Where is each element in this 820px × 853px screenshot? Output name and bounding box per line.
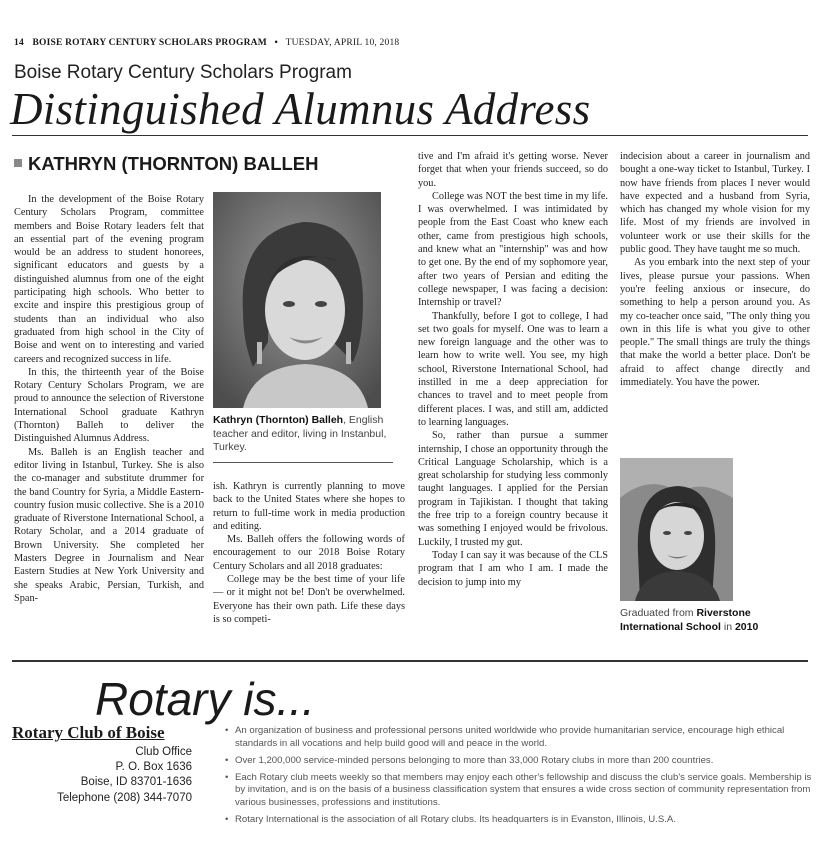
graduation-portrait-photo (620, 458, 733, 601)
paragraph: College may be the best time of your life — or it might not be! Don't be overwhelmed. Everyone has their own path. Life these days is so competi- (213, 574, 405, 625)
byline-name: KATHRYN (THORNTON) BALLEH (28, 153, 319, 174)
kicker: Boise Rotary Century Scholars Program (14, 62, 352, 83)
folio-separator: • (274, 38, 278, 48)
caption-separator: , (343, 414, 346, 426)
rotary-facts-list (225, 725, 815, 831)
graduation-portrait-icon (620, 458, 733, 601)
caption-text: English teacher and editor, living in Instanbul, Turkey. (213, 414, 387, 453)
section-rule (12, 660, 808, 662)
caption-school: Riverstone International School (620, 607, 751, 633)
section-name: BOISE ROTARY CENTURY SCHOLARS PROGRAM (32, 38, 267, 48)
page-number: 14 (14, 38, 24, 48)
rotary-title: Rotary is... (95, 673, 315, 725)
photo-caption (213, 414, 393, 455)
portrait-photo-icon (213, 192, 381, 408)
paragraph: indecision about a career in journalism and bought a one-way ticket to Istanbul, Turkey. I now have friends from places I never would have expected and a husband from Syria, which has changed my whole vision for my life. Most of my friends are involved in volunteer work or use their skills for the public good. They have taught me so much. (620, 151, 810, 256)
paragraph: tive and I'm afraid it's getting worse. Never forget that when your friends succeed, so do you. (418, 151, 608, 189)
bullet-square-icon (14, 159, 22, 167)
paragraph: College was NOT the best time in my life. I was overwhelmed. I was intimidated by people from the East Coast who knew each other, came from prestigious high schools, and knew what an "internship" was and how to get one. By the end of my sophomore year, after two years of Persian and editing the college newspaper, I was facing a decision: Internship or travel? (418, 190, 608, 309)
list-item: • Rotary International is the association of all Rotary clubs. Its headquarters is in Evanston, Illinois, U.S.A. (225, 814, 815, 827)
article-column-4 (620, 150, 810, 455)
caption-rule (213, 462, 393, 463)
paragraph: In this, the thirteenth year of the Boise Rotary Century Scholars Program, we are proud to announce the selection of Riverstone International School graduate Kathryn (Thornton) Balleh to deliver the Distinguished Alumnus Address. (14, 366, 204, 445)
paragraph: Ms. Balleh is an English teacher and editor living in Istanbul, Turkey. She is also the co-manager and substitute drummer for the band Country for Syria, a Middle Eastern-country fusion music collective. She is a 2010 graduate of Riverstone International School, a Rotary Scholar, and a 2014 graduate of Brown University. She completed her Masters Degree in Journalism and Near Eastern Studies at New York University and she speaks Arabic, Persian, Turkish, and Span- (14, 446, 204, 604)
address-line: P. O. Box 1636 (115, 761, 192, 774)
headline-rule (12, 135, 808, 136)
paragraph: Ms. Balleh offers the following words of encouragement to our 2018 Boise Rotary Century Scholars and all 2018 graduates: (213, 534, 405, 572)
caption-year: 2010 (734, 620, 759, 633)
address-line: Boise, ID 83701-1636 (80, 776, 192, 789)
address-line: Telephone (208) 344-7070 (57, 791, 192, 804)
paragraph: ish. Kathryn is currently planning to move back to the United States where she hopes to return to full-time work in media production and editing. (213, 481, 405, 532)
article-column-2 (213, 480, 405, 672)
paragraph: As you embark into the next step of your lives, please pursue your passions. When you're feeling anxious or insecure, do something to help a person around you. As my co-teacher once said, "The only thing you own in this life is what you give to other people." The small things are truly the things that make the world a better place. Don't be afraid to affect change directly and immediately. You have the power. (620, 257, 810, 389)
paragraph: Thankfully, before I got to college, I had set two goals for myself. One was to learn a new foreign language and the other was to learn how to write well. You see, my high school, Riverstone International School, had instilled in me a deep appreciation for chances to travel and to meet people from different places. I was, and still am, addicted to learning languages. (418, 310, 608, 428)
caption-name: Kathryn (Thornton) Balleh (213, 414, 344, 426)
article-column-3 (418, 150, 608, 672)
issue-date: TUESDAY, APRIL 10, 2018 (285, 38, 400, 48)
article-column-1 (14, 193, 204, 673)
caption-text: in (720, 620, 735, 633)
paragraph: So, rather than pursue a summer internship, I chose an opportunity through the Critical Language Scholarship, which is a great scholarship for studying less commonly taught languages. I applied for the Persian program in Tajikistan. I thought that taking the free trip to a foreign country because it was something I enjoyed would be frivolous. Luckily, I trusted my gut. (418, 430, 608, 548)
club-address (57, 745, 192, 806)
portrait-photo (213, 192, 381, 408)
photo-caption-2 (620, 607, 810, 634)
paragraph: Today I can say it was because of the CLS program that I am who I am. I made the decision to jump into my (418, 549, 608, 588)
byline (14, 153, 319, 175)
list-item: • An organization of business and professional persons united worldwide who provide humanitarian service, encourage high ethical standards in all vocations and help build good will and peace in the world. (225, 725, 815, 750)
list-item: • Each Rotary club meets weekly so that members may enjoy each other's fellowship and discuss the club's service goals. Membership is by invitation, and is on the basis of a business classification system that ensures a wide cross section of community representation from various businesses, professions and institutions. (225, 772, 815, 810)
club-name: Rotary Club of Boise (12, 723, 165, 742)
list-item: • Over 1,200,000 service-minded persons belonging to more than 33,000 Rotary clubs in more than 200 countries. (225, 755, 815, 768)
running-header (14, 38, 399, 48)
paragraph: In the development of the Boise Rotary Century Scholars Program, committee members and Boise Rotary leaders felt that an essential part of the evening program would be an address to student honorees, significant educators and guests by a distinguished alumnus from one of the eight participating high schools. Who better to excite and inspire this prestigious group of students than an individual who also graduated from high school in the City of Boise and went on to interesting and varied careers and recognized success in life. (14, 194, 204, 365)
address-line: Club Office (135, 746, 192, 758)
headline: Distinguished Alumnus Address (10, 84, 591, 134)
caption-text: Graduated from (620, 607, 697, 619)
